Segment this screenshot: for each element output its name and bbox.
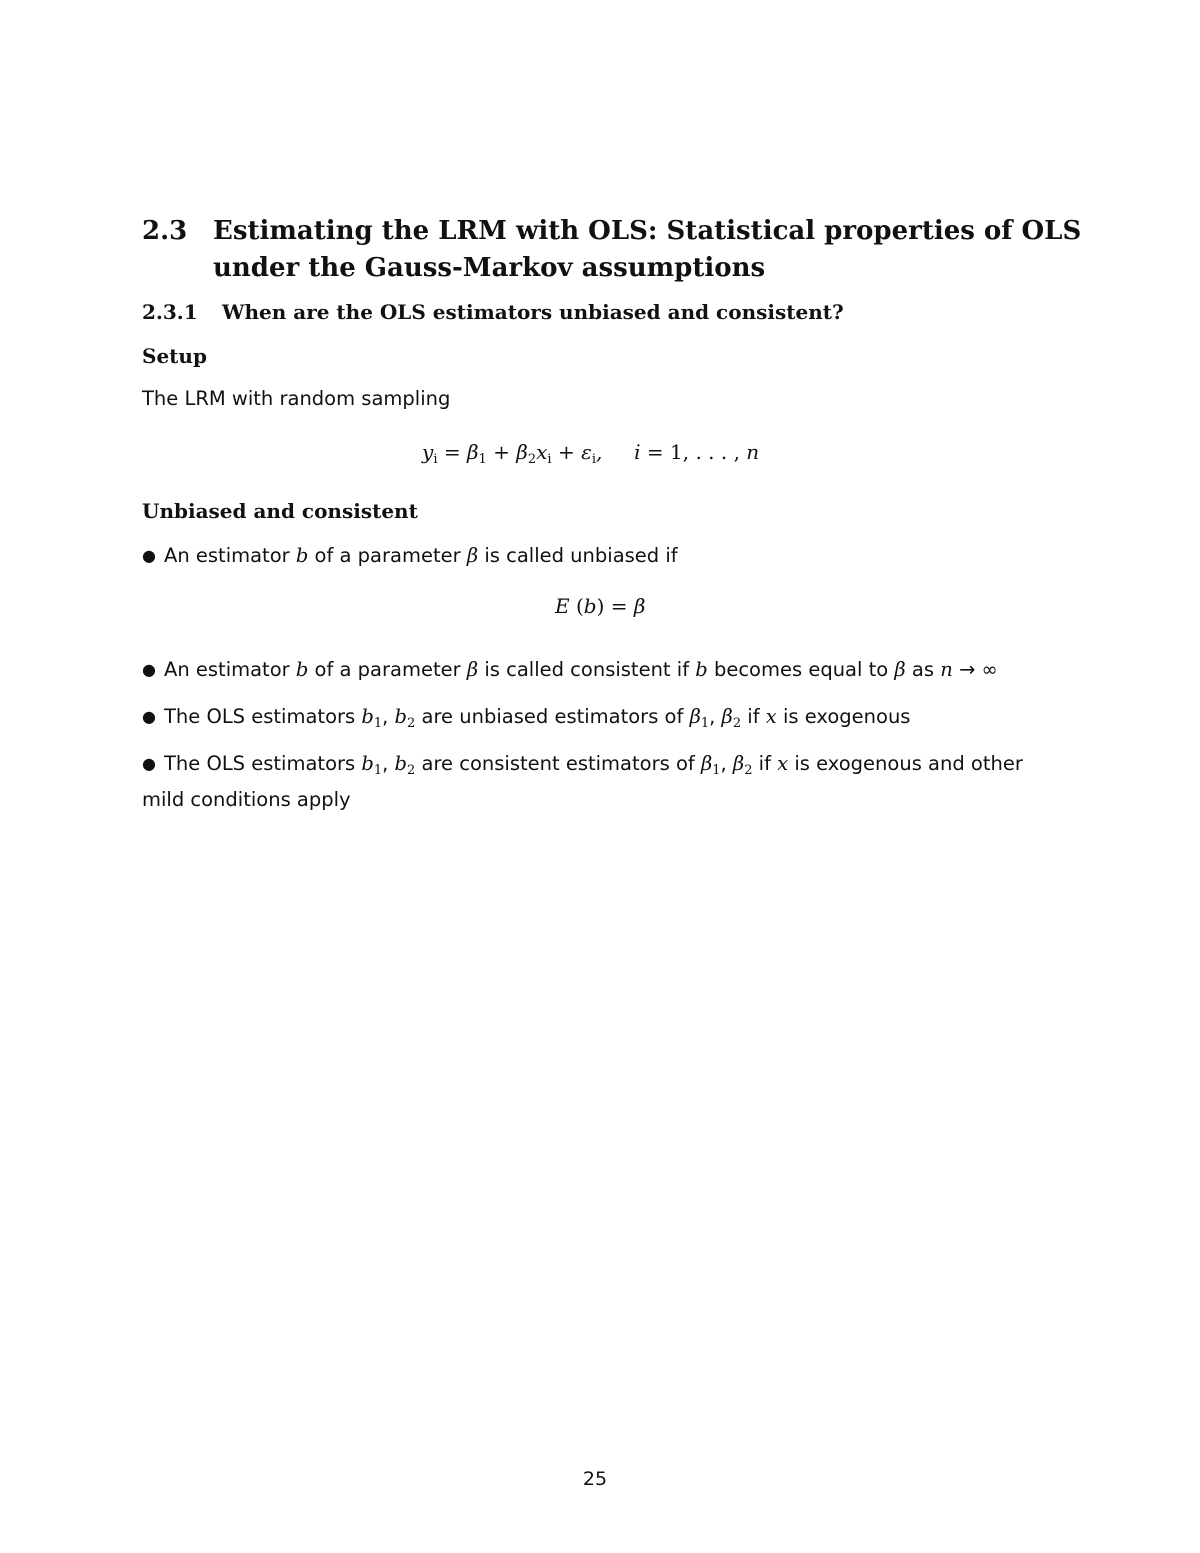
bullet-item-ols-consistent: ● The OLS estimators $b_1$, $b_2$ are consistent estimators of $\beta_1$, $\beta_2$ if x is exogenous and other mild conditions apply — [142, 749, 1052, 814]
unbiased-equation: E (b) = β — [555, 594, 646, 618]
setup-heading: Setup — [142, 344, 207, 368]
bullet-icon: ● — [142, 546, 156, 565]
bullet-icon: ● — [142, 754, 156, 773]
page-number: 25 — [582, 1468, 608, 1490]
bullet-item-consistent: ● An estimator b of a parameter β is called consistent if b becomes equal to β as n → ∞ — [142, 655, 1052, 684]
bullet-item-unbiased: ● An estimator b of a parameter β is called unbiased if — [142, 541, 1052, 570]
section-title: Estimating the LRM with OLS: Statistical properties of OLS under the Gauss-Markov assumptions — [213, 216, 1082, 283]
bullet-item-ols-unbiased: ● The OLS estimators $b_1$, $b_2$ are unbiased estimators of $\beta_1$, $\beta_2$ if x is exogenous — [142, 702, 1052, 738]
setup-text: The LRM with random sampling — [142, 387, 451, 410]
section-number: 2.3 — [142, 216, 188, 246]
subsection-number: 2.3.1 — [142, 300, 198, 324]
bullet-icon: ● — [142, 660, 156, 679]
unbiased-heading: Unbiased and consistent — [142, 499, 418, 523]
regression-equation: $y_i = \beta_1 + \beta_2x_i + \varepsilon_i$, i = 1, . . . , n — [422, 440, 760, 467]
subsection-title: When are the OLS estimators unbiased and consistent? — [222, 300, 844, 324]
bullet-icon: ● — [142, 707, 156, 726]
